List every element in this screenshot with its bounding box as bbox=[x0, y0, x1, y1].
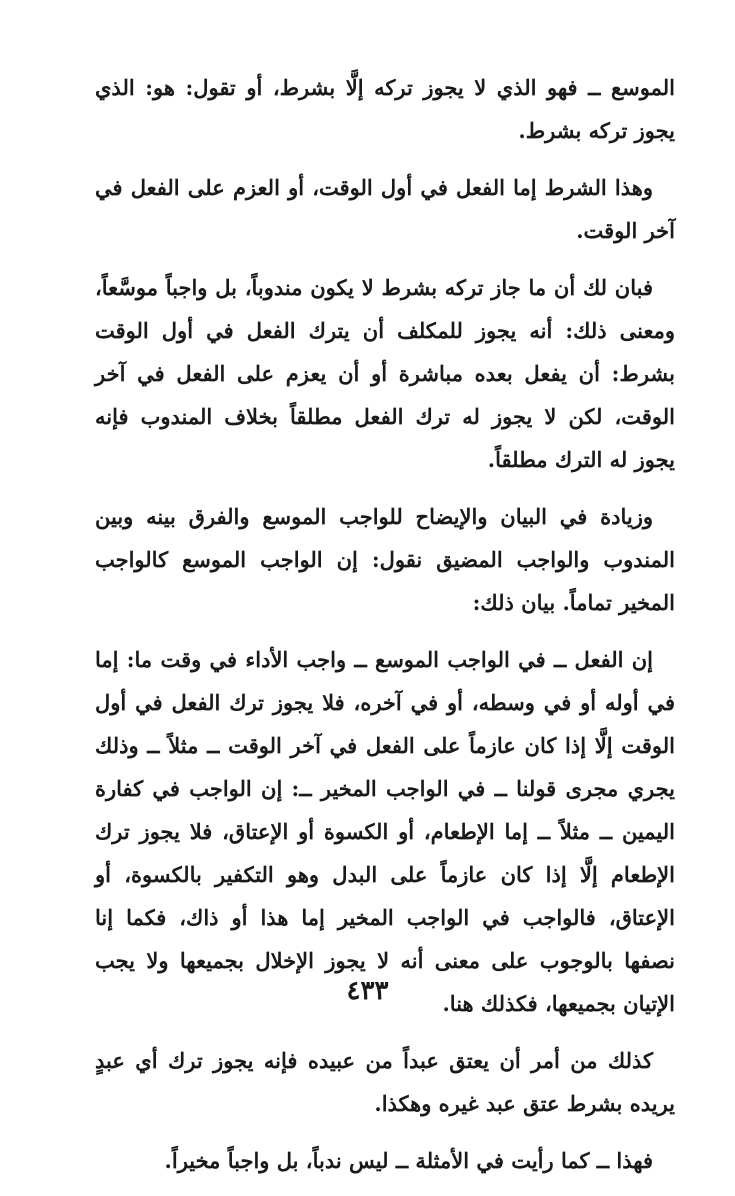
paragraph-1: الموسع ــ فهو الذي لا يجوز تركه إلَّا بشرط، أو تقول: هو: الذي يجوز تركه بشرط. bbox=[95, 75, 675, 143]
paragraph-2: وهذا الشرط إما الفعل في أول الوقت، أو العزم على الفعل في آخر الوقت. bbox=[95, 175, 675, 243]
paragraph-5: إن الفعل ــ في الواجب الموسع ــ واجب الأداء في وقت ما: إما في أوله أو في وسطه، أو في آخره، فلا يجوز ترك الفعل في أول الوقت إلَّا إذا كان عازماً على الفعل في آخر الوقت ــ مثلاً ــ وذلك يجري مجرى قولنا ــ في الواجب المخير ــ: إن الواجب في كفارة اليمين ــ مثلاً ــ إما الإطعام، أو الكسوة أو الإعتاق، فلا يجوز ترك الإطعام إلَّا إذا كان عازماً على البدل وهو التكفير بالكسوة، أو الإعتاق، فالواجب في الواجب المخير إما هذا أو ذاك، فكما إنا نصفها بالوجوب على معنى أنه لا يجوز الإخلال بجميعها ولا يجب الإتيان بجميعها، فكذلك هنا. bbox=[95, 647, 675, 1016]
paragraph-3: فبان لك أن ما جاز تركه بشرط لا يكون مندوباً، بل واجباً موسَّعاً، ومعنى ذلك: أنه يجوز للمكلف أن يترك الفعل في أول الوقت بشرط: أن يفعل بعده مباشرة أو أن يعزم على الفعل في آخر الوقت، لكن لا يجوز له ترك الفعل مطلقاً بخلاف المندوب فإنه يجوز له الترك مطلقاً. bbox=[95, 275, 675, 472]
page-body bbox=[95, 66, 675, 1196]
page-number: ٤٣٣ bbox=[346, 976, 389, 1006]
paragraph-6: كذلك من أمر أن يعتق عبداً من عبيده فإنه يجوز ترك أي عبدٍ يريده بشرط عتق عبد غيره وهكذا. bbox=[95, 1048, 675, 1116]
paragraph-7: فهذا ــ كما رأيت في الأمثلة ــ ليس ندباً، بل واجباً مخيراً. bbox=[164, 1148, 653, 1173]
paragraph-4: وزيادة في البيان والإيضاح للواجب الموسع والفرق بينه وبين المندوب والواجب المضيق نقول: إن الواجب الموسع كالواجب المخير تماماً. بيان ذلك: bbox=[95, 504, 675, 615]
